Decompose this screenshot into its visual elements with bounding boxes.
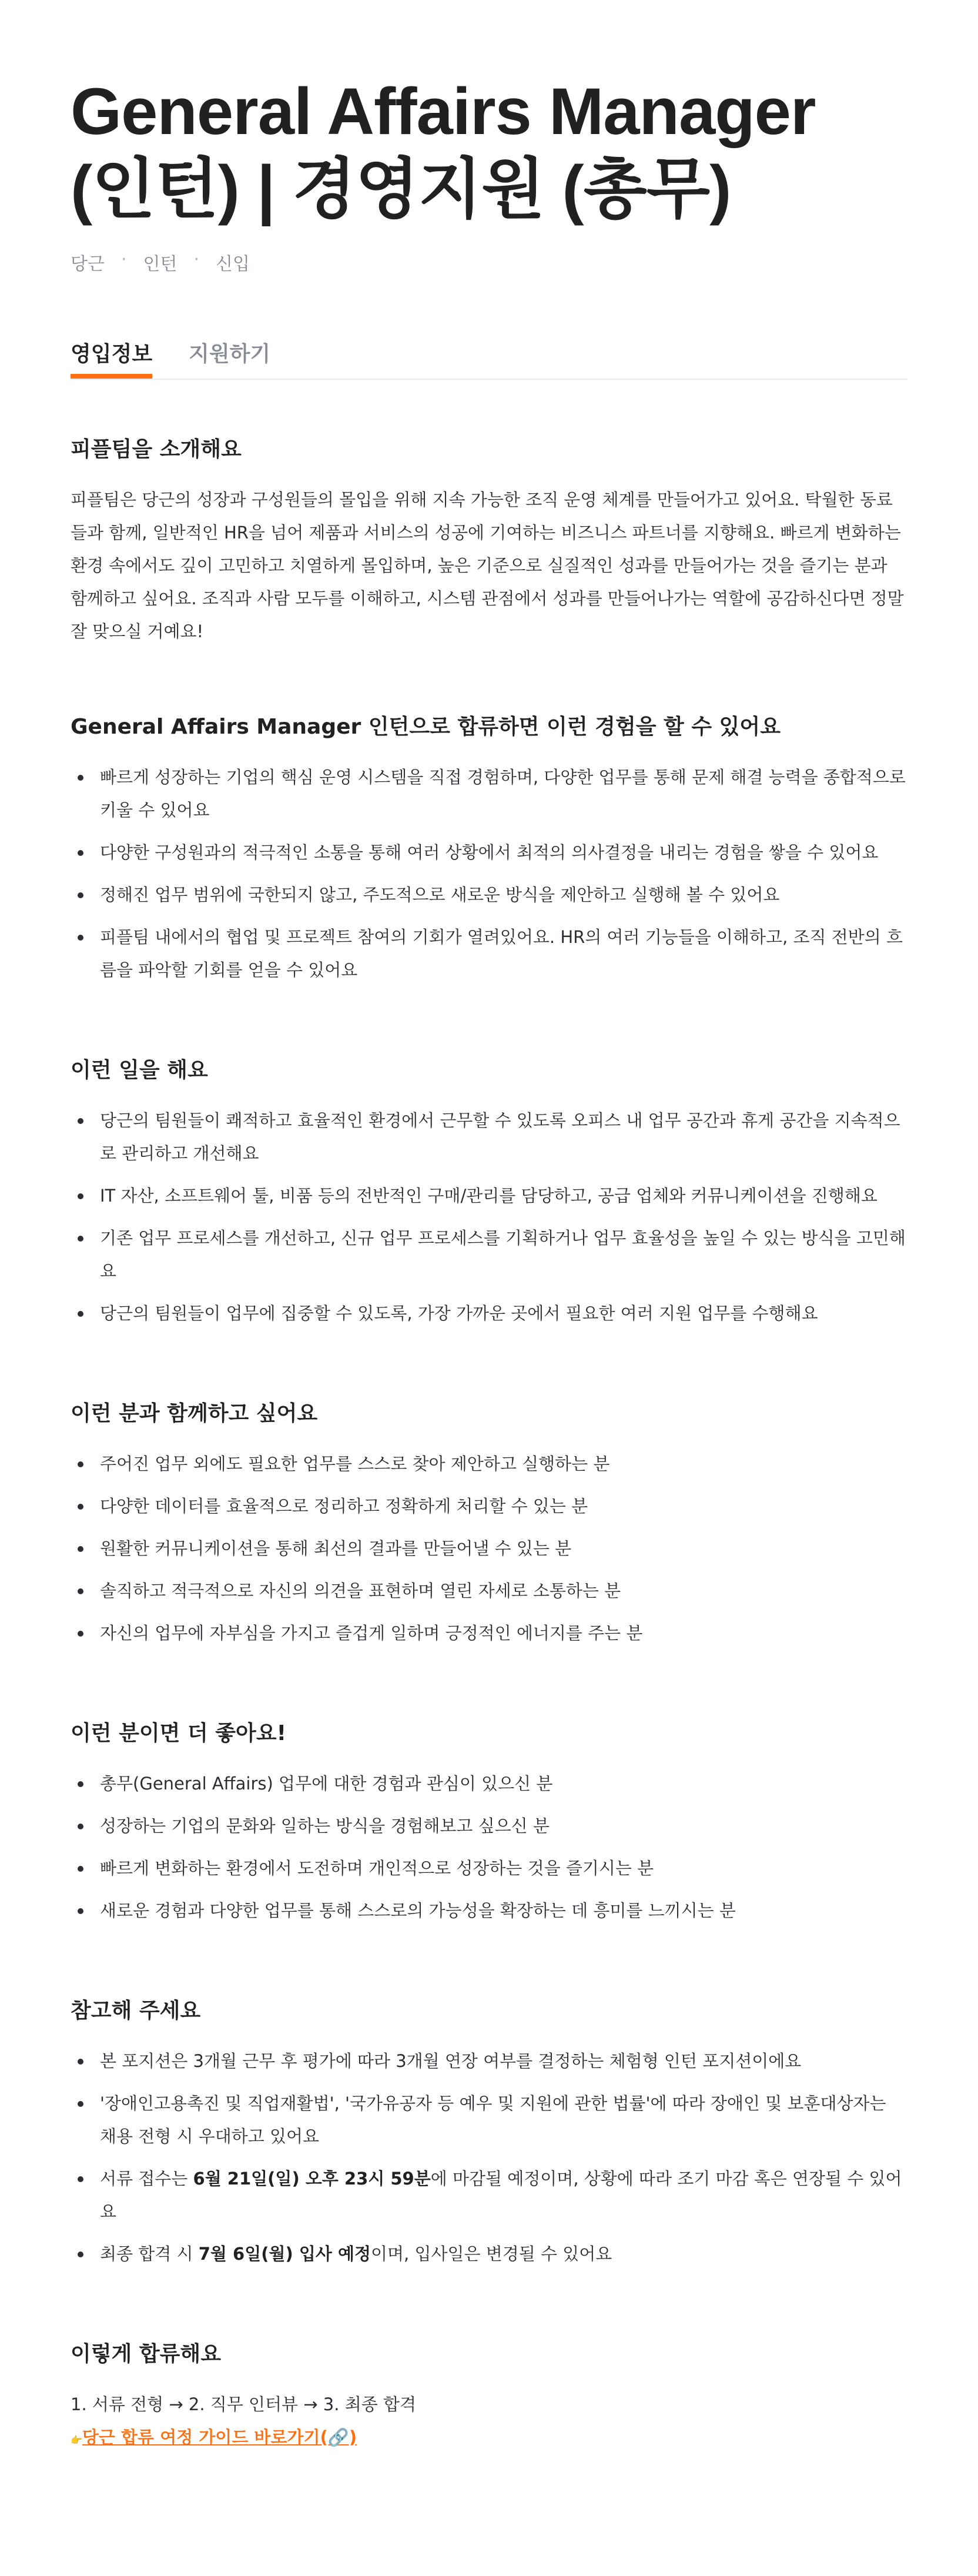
deadline-date: 6월 21일(일) 오후 23시 59분 (193, 2169, 431, 2189)
job-posting-content (71, 0, 907, 2454)
section-preferred (71, 1720, 907, 1927)
meta-company: 당근 (71, 254, 105, 275)
list-item: 피플팀 내에서의 협업 및 프로젝트 참여의 기회가 열려있어요. HR의 여러 기능들을 이해하고, 조직 전반의 흐름을 파악할 기회를 얻을 수 있어요 (100, 921, 907, 986)
section-heading: 이런 일을 해요 (71, 1058, 208, 1082)
pointing-hand-icon: 👉 (71, 2434, 82, 2445)
section-heading: 이런 분이면 더 좋아요! (71, 1721, 287, 1745)
tab-apply[interactable]: 지원하기 (189, 342, 271, 366)
list-item: 다양한 데이터를 효율적으로 정리하고 정확하게 처리할 수 있는 분 (100, 1490, 907, 1523)
duties-list (71, 1104, 907, 1330)
intro-body: 피플팀은 당근의 성장과 구성원들의 몰입을 위해 지속 가능한 조직 운영 체계를 만들어가고 있어요. 탁월한 동료들과 함께, 일반적인 HR을 넘어 제품과 서비스의 성공에 기여하는 비즈니스 파트너를 지향해요. 빠르게 변화하는 환경 속에서도 깊이 고민하고 치열하게 몰입하며, 높은 기준으로 실질적인 성과를 만들어가는 것을 즐기는 분과 함께하고 싶어요. 조직과 사람 모두를 이해하고, 시스템 관점에서 성과를 만들어나가는 역할에 공감하신다면 정말 잘 맞으실 거예요! (71, 490, 904, 641)
guide-link-row (71, 2421, 907, 2454)
meta-separator: · (120, 249, 127, 270)
section-heading: General Affairs Manager 인턴으로 합류하면 이런 경험을 할 수 있어요 (71, 715, 781, 739)
notes-list (71, 2045, 907, 2270)
list-item: 당근의 팀원들이 업무에 집중할 수 있도록, 가장 가까운 곳에서 필요한 여러 지원 업무를 수행해요 (100, 1297, 907, 1330)
guide-link-label: 당근 합류 여정 가이드 바로가기 (82, 2427, 320, 2447)
list-item: 솔직하고 적극적으로 자신의 의견을 표현하며 열린 자세로 소통하는 분 (100, 1574, 907, 1607)
list-item: 당근의 팀원들이 쾌적하고 효율적인 환경에서 근무할 수 있도록 오피스 내 업무 공간과 휴게 공간을 지속적으로 관리하고 개선해요 (100, 1104, 907, 1170)
section-process (71, 2341, 907, 2454)
note-text: 서류 접수는 (100, 2169, 193, 2189)
list-item: 본 포지션은 3개월 근무 후 평가에 따라 3개월 연장 여부를 결정하는 체험형 인턴 포지션이에요 (100, 2045, 907, 2077)
note-text: 에 마감될 예정이며, 상황에 따라 조기 마감 혹은 연장될 수 있어요 (100, 2169, 902, 2222)
section-heading: 이렇게 합류해요 (71, 2342, 221, 2366)
meta-employment-type: 인턴 (143, 254, 177, 275)
preferred-list (71, 1767, 907, 1927)
section-heading: 참고해 주세요 (71, 1999, 201, 2023)
note-text: 최종 합격 시 (100, 2244, 199, 2264)
section-experience (71, 714, 907, 986)
list-item: 정해진 업무 범위에 국한되지 않고, 주도적으로 새로운 방식을 제안하고 실행해 볼 수 있어요 (100, 878, 907, 911)
page-title (71, 0, 907, 228)
section-heading: 이런 분과 함께하고 싶어요 (71, 1401, 318, 1426)
list-item: 빠르게 변화하는 환경에서 도전하며 개인적으로 성장하는 것을 즐기시는 분 (100, 1852, 907, 1885)
page-title-line1: General Affairs Manager (71, 75, 816, 148)
list-item: 총무(General Affairs) 업무에 대한 경험과 관심이 있으신 분 (100, 1767, 907, 1800)
list-item: 원활한 커뮤니케이션을 통해 최선의 결과를 만들어낼 수 있는 분 (100, 1532, 907, 1565)
list-item: '장애인고용촉진 및 직업재활법', '국가유공자 등 예우 및 지원에 관한 법률'에 따라 장애인 및 보훈대상자는 채용 전형 시 우대하고 있어요 (100, 2087, 907, 2153)
note-text: 이며, 입사일은 변경될 수 있어요 (371, 2244, 612, 2264)
list-item: 자신의 업무에 자부심을 가지고 즐겁게 일하며 긍정적인 에너지를 주는 분 (100, 1617, 907, 1650)
list-item (100, 2237, 907, 2270)
list-item: 다양한 구성원과의 적극적인 소통을 통해 여러 상황에서 최적의 의사결정을 내리는 경험을 쌓을 수 있어요 (100, 836, 907, 869)
requirements-list (71, 1447, 907, 1650)
tab-job-info[interactable]: 영입정보 (71, 340, 152, 379)
list-item: 새로운 경험과 다양한 업무를 통해 스스로의 가능성을 확장하는 데 흥미를 느끼시는 분 (100, 1894, 907, 1927)
meta-separator: · (193, 249, 200, 270)
list-item: 빠르게 성장하는 기업의 핵심 운영 시스템을 직접 경험하며, 다양한 업무를 통해 문제 해결 능력을 종합적으로 키울 수 있어요 (100, 761, 907, 827)
meta-career-level: 신입 (216, 254, 250, 275)
list-item: IT 자산, 소프트웨어 툴, 비품 등의 전반적인 구매/관리를 담당하고, 공급 업체와 커뮤니케이션을 진행해요 (100, 1179, 907, 1212)
guide-link[interactable] (82, 2427, 357, 2447)
job-meta (71, 249, 907, 275)
section-requirements (71, 1400, 907, 1650)
section-heading: 피플팀을 소개해요 (71, 437, 242, 461)
section-notes (71, 1998, 907, 2270)
experience-list (71, 761, 907, 986)
link-icon: (🔗) (320, 2427, 357, 2447)
start-date: 7월 6일(월) 입사 예정 (198, 2244, 371, 2264)
list-item: 기존 업무 프로세스를 개선하고, 신규 업무 프로세스를 기획하거나 업무 효율성을 높일 수 있는 방식을 고민해요 (100, 1222, 907, 1287)
section-intro (71, 436, 907, 648)
list-item: 성장하는 기업의 문화와 일하는 방식을 경험해보고 싶으신 분 (100, 1809, 907, 1842)
list-item: 주어진 업무 외에도 필요한 업무를 스스로 찾아 제안하고 실행하는 분 (100, 1447, 907, 1480)
section-duties (71, 1057, 907, 1330)
page-title-line2: (인턴) | 경영지원 (총무) (71, 152, 731, 226)
list-item (100, 2162, 907, 2228)
tab-bar (71, 340, 907, 380)
process-steps: 1. 서류 전형 → 2. 직무 인터뷰 → 3. 최종 합격 (71, 2394, 416, 2414)
